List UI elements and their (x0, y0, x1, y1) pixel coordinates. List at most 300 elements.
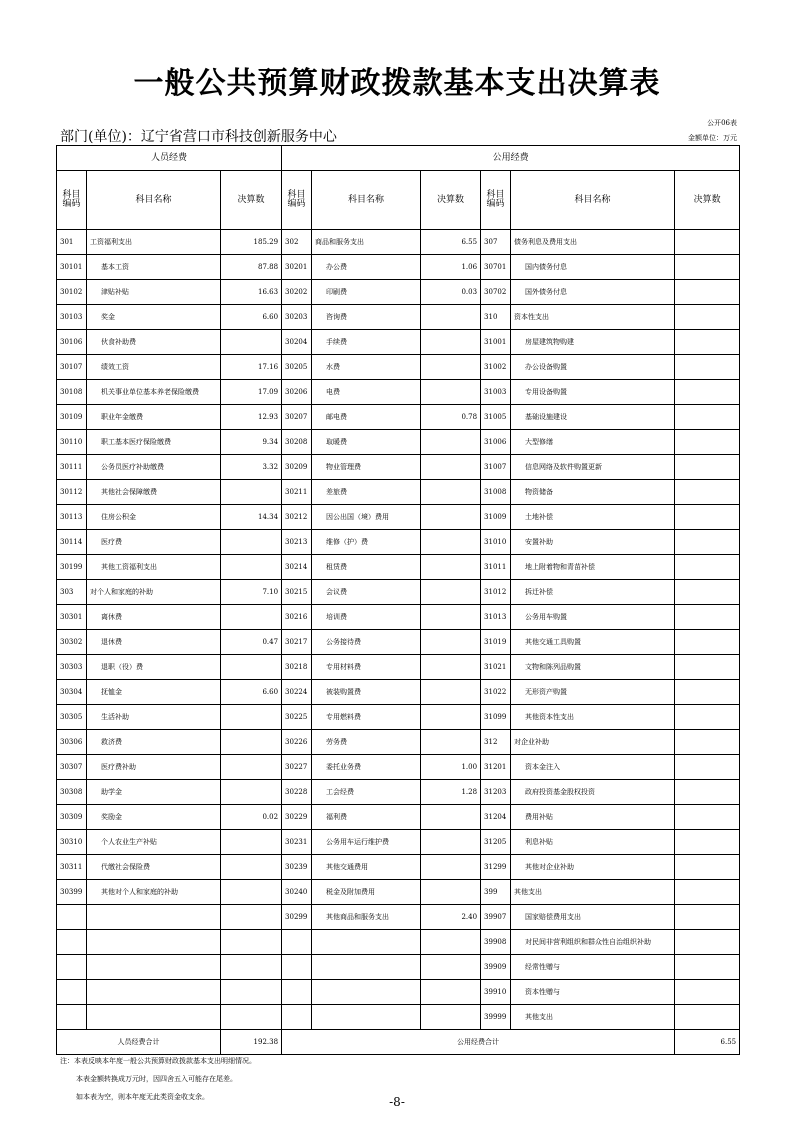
cell-name: 基础设施建设 (511, 405, 675, 430)
code-header: 科目编码 (57, 171, 87, 230)
cell-name: 会议费 (312, 580, 421, 605)
cell-name: 取暖费 (312, 430, 421, 455)
cell-code: 30303 (57, 655, 87, 680)
cell-name: 退职（役）费 (87, 655, 221, 680)
cell-amount (421, 830, 481, 855)
cell-amount (421, 930, 481, 955)
cell-name: 助学金 (87, 780, 221, 805)
cell-code: 31299 (481, 855, 511, 880)
cell-amount (675, 630, 740, 655)
cell-amount (421, 480, 481, 505)
cell-amount (421, 430, 481, 455)
name-header: 科目名称 (511, 171, 675, 230)
cell-amount (421, 705, 481, 730)
cell-code: 30216 (282, 605, 312, 630)
cell-code: 30218 (282, 655, 312, 680)
table-row (57, 405, 740, 430)
cell-code: 310 (481, 305, 511, 330)
cell-code: 30229 (282, 805, 312, 830)
cell-code: 31019 (481, 630, 511, 655)
code-header: 科目编码 (481, 171, 511, 230)
cell-amount (421, 555, 481, 580)
cell-amount (675, 430, 740, 455)
cell-code: 30202 (282, 280, 312, 305)
amount-header: 决算数 (221, 171, 282, 230)
cell-name: 经常性赠与 (511, 955, 675, 980)
cell-name: 其他交通工具购置 (511, 630, 675, 655)
cell-name: 工资福利支出 (87, 230, 221, 255)
cell-code: 31022 (481, 680, 511, 705)
cell-amount (675, 730, 740, 755)
cell-amount (675, 355, 740, 380)
cell-code: 30224 (282, 680, 312, 705)
table-row (57, 505, 740, 530)
department-label: 部门(单位)：辽宁省营口市科技创新服务中心 (60, 129, 337, 145)
cell-amount (421, 805, 481, 830)
cell-name: 专用设备购置 (511, 380, 675, 405)
cell-name: 拆迁补偿 (511, 580, 675, 605)
cell-name: 专用燃料费 (312, 705, 421, 730)
cell-name: 被装购置费 (312, 680, 421, 705)
cell-name: 基本工资 (87, 255, 221, 280)
cell-name: 其他工资福利支出 (87, 555, 221, 580)
amount-header: 决算数 (675, 171, 740, 230)
cell-code: 31012 (481, 580, 511, 605)
table-row (57, 255, 740, 280)
cell-amount (421, 580, 481, 605)
cell-name: 其他交通费用 (312, 855, 421, 880)
cell-amount: 17.16 (221, 355, 282, 380)
cell-amount (675, 930, 740, 955)
cell-name: 工会经费 (312, 780, 421, 805)
code-header: 科目编码 (282, 171, 312, 230)
cell-code: 30108 (57, 380, 87, 405)
cell-code: 30225 (282, 705, 312, 730)
cell-name: 手续费 (312, 330, 421, 355)
cell-code: 30301 (57, 605, 87, 630)
cell-code: 30109 (57, 405, 87, 430)
cell-name: 医疗费 (87, 530, 221, 555)
cell-amount (421, 730, 481, 755)
cell-amount (675, 230, 740, 255)
cell-name: 国外债务付息 (511, 280, 675, 305)
cell-amount (421, 305, 481, 330)
cell-amount (221, 605, 282, 630)
cell-name: 税金及附加费用 (312, 880, 421, 905)
cell-code: 39909 (481, 955, 511, 980)
cell-code (57, 980, 87, 1005)
cell-amount (421, 955, 481, 980)
cell-amount: 185.29 (221, 230, 282, 255)
cell-name: 无形资产购置 (511, 680, 675, 705)
table-row (57, 480, 740, 505)
personnel-header: 人员经费 (57, 146, 282, 171)
cell-amount (221, 855, 282, 880)
cell-amount (675, 555, 740, 580)
cell-code: 30304 (57, 680, 87, 705)
amount-header: 决算数 (421, 171, 481, 230)
table-row (57, 680, 740, 705)
cell-code: 30299 (282, 905, 312, 930)
cell-name: 公务员医疗补助缴费 (87, 455, 221, 480)
cell-amount (675, 305, 740, 330)
cell-name: 专用材料费 (312, 655, 421, 680)
unit-label: 金额单位：万元 (688, 134, 737, 142)
cell-code: 30209 (282, 455, 312, 480)
totals-row (57, 1030, 740, 1055)
cell-name: 津贴补贴 (87, 280, 221, 305)
table-row (57, 380, 740, 405)
cell-code: 30217 (282, 630, 312, 655)
cell-amount (675, 755, 740, 780)
cell-amount (675, 405, 740, 430)
cell-code: 39908 (481, 930, 511, 955)
cell-code: 31010 (481, 530, 511, 555)
cell-name: 公务用车运行维护费 (312, 830, 421, 855)
cell-code: 30103 (57, 305, 87, 330)
cell-amount: 0.78 (421, 405, 481, 430)
cell-amount (421, 330, 481, 355)
table-row (57, 730, 740, 755)
cell-name: 福利费 (312, 805, 421, 830)
cell-code: 30201 (282, 255, 312, 280)
cell-amount (675, 330, 740, 355)
cell-amount (221, 880, 282, 905)
cell-name: 电费 (312, 380, 421, 405)
cell-code: 30213 (282, 530, 312, 555)
cell-name: 国内债务付息 (511, 255, 675, 280)
cell-code: 30215 (282, 580, 312, 605)
cell-code: 30112 (57, 480, 87, 505)
cell-code: 31099 (481, 705, 511, 730)
cell-amount: 7.10 (221, 580, 282, 605)
cell-code (282, 930, 312, 955)
cell-name: 地上附着物和青苗补偿 (511, 555, 675, 580)
cell-name: 维修（护）费 (312, 530, 421, 555)
cell-code: 31201 (481, 755, 511, 780)
cell-amount: 17.09 (221, 380, 282, 405)
cell-name: 奖金 (87, 305, 221, 330)
cell-amount (221, 755, 282, 780)
table-row (57, 455, 740, 480)
page-title: 一般公共预算财政拨款基本支出决算表 (133, 66, 661, 101)
cell-code: 30214 (282, 555, 312, 580)
cell-amount (675, 655, 740, 680)
cell-name: 救济费 (87, 730, 221, 755)
table-row (57, 330, 740, 355)
cell-name: 职业年金缴费 (87, 405, 221, 430)
cell-code: 31003 (481, 380, 511, 405)
name-header: 科目名称 (87, 171, 221, 230)
cell-name: 医疗费补助 (87, 755, 221, 780)
cell-name: 生活补助 (87, 705, 221, 730)
cell-code: 30311 (57, 855, 87, 880)
cell-name: 对个人和家庭的补助 (87, 580, 221, 605)
cell-name: 公务接待费 (312, 630, 421, 655)
cell-name: 物业管理费 (312, 455, 421, 480)
cell-amount (221, 730, 282, 755)
cell-code (282, 1005, 312, 1030)
cell-code: 312 (481, 730, 511, 755)
cell-code: 30211 (282, 480, 312, 505)
cell-code: 30307 (57, 755, 87, 780)
cell-amount: 16.63 (221, 280, 282, 305)
cell-amount (675, 830, 740, 855)
cell-code: 30113 (57, 505, 87, 530)
personnel-total-label: 人员经费合计 (57, 1030, 221, 1055)
cell-amount (421, 455, 481, 480)
table-row (57, 655, 740, 680)
cell-name: 抚恤金 (87, 680, 221, 705)
cell-amount (675, 680, 740, 705)
cell-name: 文物和陈列品购置 (511, 655, 675, 680)
cell-name: 机关事业单位基本养老保险缴费 (87, 380, 221, 405)
cell-code (57, 955, 87, 980)
cell-name: 办公费 (312, 255, 421, 280)
cell-name: 政府投资基金股权投资 (511, 780, 675, 805)
cell-name: 退休费 (87, 630, 221, 655)
table-row (57, 355, 740, 380)
cell-code: 31007 (481, 455, 511, 480)
cell-amount (221, 830, 282, 855)
table-row (57, 830, 740, 855)
cell-amount (675, 805, 740, 830)
cell-amount: 0.03 (421, 280, 481, 305)
public-total-label: 公用经费合计 (282, 1030, 675, 1055)
table-row (57, 530, 740, 555)
cell-code: 30239 (282, 855, 312, 880)
cell-amount: 6.60 (221, 305, 282, 330)
cell-amount (421, 605, 481, 630)
cell-name: 绩效工资 (87, 355, 221, 380)
cell-amount: 12.93 (221, 405, 282, 430)
cell-code: 30114 (57, 530, 87, 555)
cell-amount (675, 530, 740, 555)
cell-code: 30308 (57, 780, 87, 805)
table-row (57, 580, 740, 605)
header-row-group (57, 146, 740, 171)
cell-code: 31001 (481, 330, 511, 355)
cell-code: 30207 (282, 405, 312, 430)
cell-amount: 14.34 (221, 505, 282, 530)
cell-amount (675, 780, 740, 805)
cell-name (312, 930, 421, 955)
cell-code: 30102 (57, 280, 87, 305)
cell-name: 职工基本医疗保险缴费 (87, 430, 221, 455)
cell-amount (421, 355, 481, 380)
cell-code: 30306 (57, 730, 87, 755)
cell-amount (221, 705, 282, 730)
cell-code: 31011 (481, 555, 511, 580)
note-line: 注：本表反映本年度一般公共预算财政拨款基本支出明细情况。 (60, 1057, 256, 1065)
cell-amount: 2.40 (421, 905, 481, 930)
cell-name (312, 1005, 421, 1030)
table-row (57, 930, 740, 955)
cell-code: 39999 (481, 1005, 511, 1030)
table-row (57, 1005, 740, 1030)
table-row (57, 630, 740, 655)
cell-name: 利息补贴 (511, 830, 675, 855)
cell-name (312, 980, 421, 1005)
cell-name: 住房公积金 (87, 505, 221, 530)
cell-amount: 6.60 (221, 680, 282, 705)
cell-name: 资本性赠与 (511, 980, 675, 1005)
cell-name: 其他社会保障缴费 (87, 480, 221, 505)
personnel-total-value: 192.38 (221, 1030, 282, 1055)
cell-amount (675, 280, 740, 305)
cell-amount (675, 480, 740, 505)
cell-code: 31005 (481, 405, 511, 430)
cell-code: 30702 (481, 280, 511, 305)
cell-name: 信息网络及软件购置更新 (511, 455, 675, 480)
cell-code: 31205 (481, 830, 511, 855)
cell-code: 30399 (57, 880, 87, 905)
cell-amount (221, 905, 282, 930)
cell-name: 国家赔偿费用支出 (511, 905, 675, 930)
table-row (57, 555, 740, 580)
cell-amount (421, 505, 481, 530)
cell-code: 31203 (481, 780, 511, 805)
cell-name: 咨询费 (312, 305, 421, 330)
cell-name: 办公设备购置 (511, 355, 675, 380)
cell-amount (421, 380, 481, 405)
cell-name (87, 905, 221, 930)
table-row (57, 705, 740, 730)
table-code: 公开06表 (707, 119, 737, 127)
cell-amount (221, 1005, 282, 1030)
cell-code: 30203 (282, 305, 312, 330)
table-row (57, 905, 740, 930)
cell-code: 30110 (57, 430, 87, 455)
cell-amount (675, 955, 740, 980)
cell-code: 30227 (282, 755, 312, 780)
table-row (57, 430, 740, 455)
cell-name: 其他对企业补助 (511, 855, 675, 880)
cell-name: 委托业务费 (312, 755, 421, 780)
cell-code: 31204 (481, 805, 511, 830)
cell-amount (675, 580, 740, 605)
cell-code: 30101 (57, 255, 87, 280)
cell-code: 301 (57, 230, 87, 255)
cell-amount: 0.47 (221, 630, 282, 655)
cell-name: 印刷费 (312, 280, 421, 305)
cell-name: 水费 (312, 355, 421, 380)
cell-amount (675, 905, 740, 930)
cell-name: 房屋建筑物购建 (511, 330, 675, 355)
note-line: 如本表为空，则本年度无此类资金收支余。 (76, 1093, 209, 1101)
cell-code: 30701 (481, 255, 511, 280)
cell-amount (221, 480, 282, 505)
cell-amount (675, 855, 740, 880)
cell-amount: 6.55 (421, 230, 481, 255)
cell-code: 307 (481, 230, 511, 255)
cell-name (312, 955, 421, 980)
cell-code: 399 (481, 880, 511, 905)
cell-name: 土地补偿 (511, 505, 675, 530)
cell-name: 伙食补助费 (87, 330, 221, 355)
cell-amount (221, 530, 282, 555)
note-line: 本表金额转换成万元时，因四舍五入可能存在尾差。 (76, 1075, 237, 1083)
table-row (57, 305, 740, 330)
cell-code: 31009 (481, 505, 511, 530)
cell-name: 公务用车购置 (511, 605, 675, 630)
cell-amount (421, 680, 481, 705)
cell-amount (421, 980, 481, 1005)
table-row (57, 605, 740, 630)
cell-amount (221, 980, 282, 1005)
cell-name (87, 955, 221, 980)
cell-name: 商品和服务支出 (312, 230, 421, 255)
cell-amount (675, 255, 740, 280)
cell-code: 31002 (481, 355, 511, 380)
cell-name: 资本金注入 (511, 755, 675, 780)
cell-code: 30107 (57, 355, 87, 380)
cell-code: 31006 (481, 430, 511, 455)
table-row (57, 880, 740, 905)
cell-amount (221, 555, 282, 580)
cell-name: 其他商品和服务支出 (312, 905, 421, 930)
cell-amount: 1.06 (421, 255, 481, 280)
cell-name: 其他对个人和家庭的补助 (87, 880, 221, 905)
cell-code: 30305 (57, 705, 87, 730)
cell-name: 个人农业生产补贴 (87, 830, 221, 855)
cell-amount (221, 780, 282, 805)
table-row (57, 955, 740, 980)
cell-amount (421, 880, 481, 905)
cell-amount: 9.34 (221, 430, 282, 455)
cell-code: 30106 (57, 330, 87, 355)
cell-code: 30206 (282, 380, 312, 405)
cell-name: 其他资本性支出 (511, 705, 675, 730)
cell-name: 对企业补助 (511, 730, 675, 755)
cell-code: 30231 (282, 830, 312, 855)
cell-name: 代缴社会保险费 (87, 855, 221, 880)
cell-code: 30226 (282, 730, 312, 755)
cell-name: 奖励金 (87, 805, 221, 830)
cell-amount: 0.02 (221, 805, 282, 830)
table-row (57, 780, 740, 805)
public-header: 公用经费 (282, 146, 740, 171)
cell-name (87, 930, 221, 955)
cell-code (57, 905, 87, 930)
cell-code: 30228 (282, 780, 312, 805)
table-row (57, 230, 740, 255)
cell-code (57, 1005, 87, 1030)
cell-name: 其他支出 (511, 1005, 675, 1030)
cell-code: 30310 (57, 830, 87, 855)
cell-name: 资本性支出 (511, 305, 675, 330)
cell-name: 其他支出 (511, 880, 675, 905)
cell-name: 物资储备 (511, 480, 675, 505)
cell-code: 31021 (481, 655, 511, 680)
cell-name: 离休费 (87, 605, 221, 630)
cell-amount (675, 705, 740, 730)
cell-code: 30302 (57, 630, 87, 655)
cell-amount: 1.28 (421, 780, 481, 805)
cell-name: 租赁费 (312, 555, 421, 580)
cell-amount (221, 930, 282, 955)
cell-amount: 1.00 (421, 755, 481, 780)
cell-code (57, 930, 87, 955)
table-row (57, 980, 740, 1005)
cell-code: 30205 (282, 355, 312, 380)
table-row (57, 755, 740, 780)
cell-amount (675, 605, 740, 630)
cell-name: 培训费 (312, 605, 421, 630)
expenditure-table (56, 145, 740, 1055)
cell-code: 30240 (282, 880, 312, 905)
cell-code: 30111 (57, 455, 87, 480)
